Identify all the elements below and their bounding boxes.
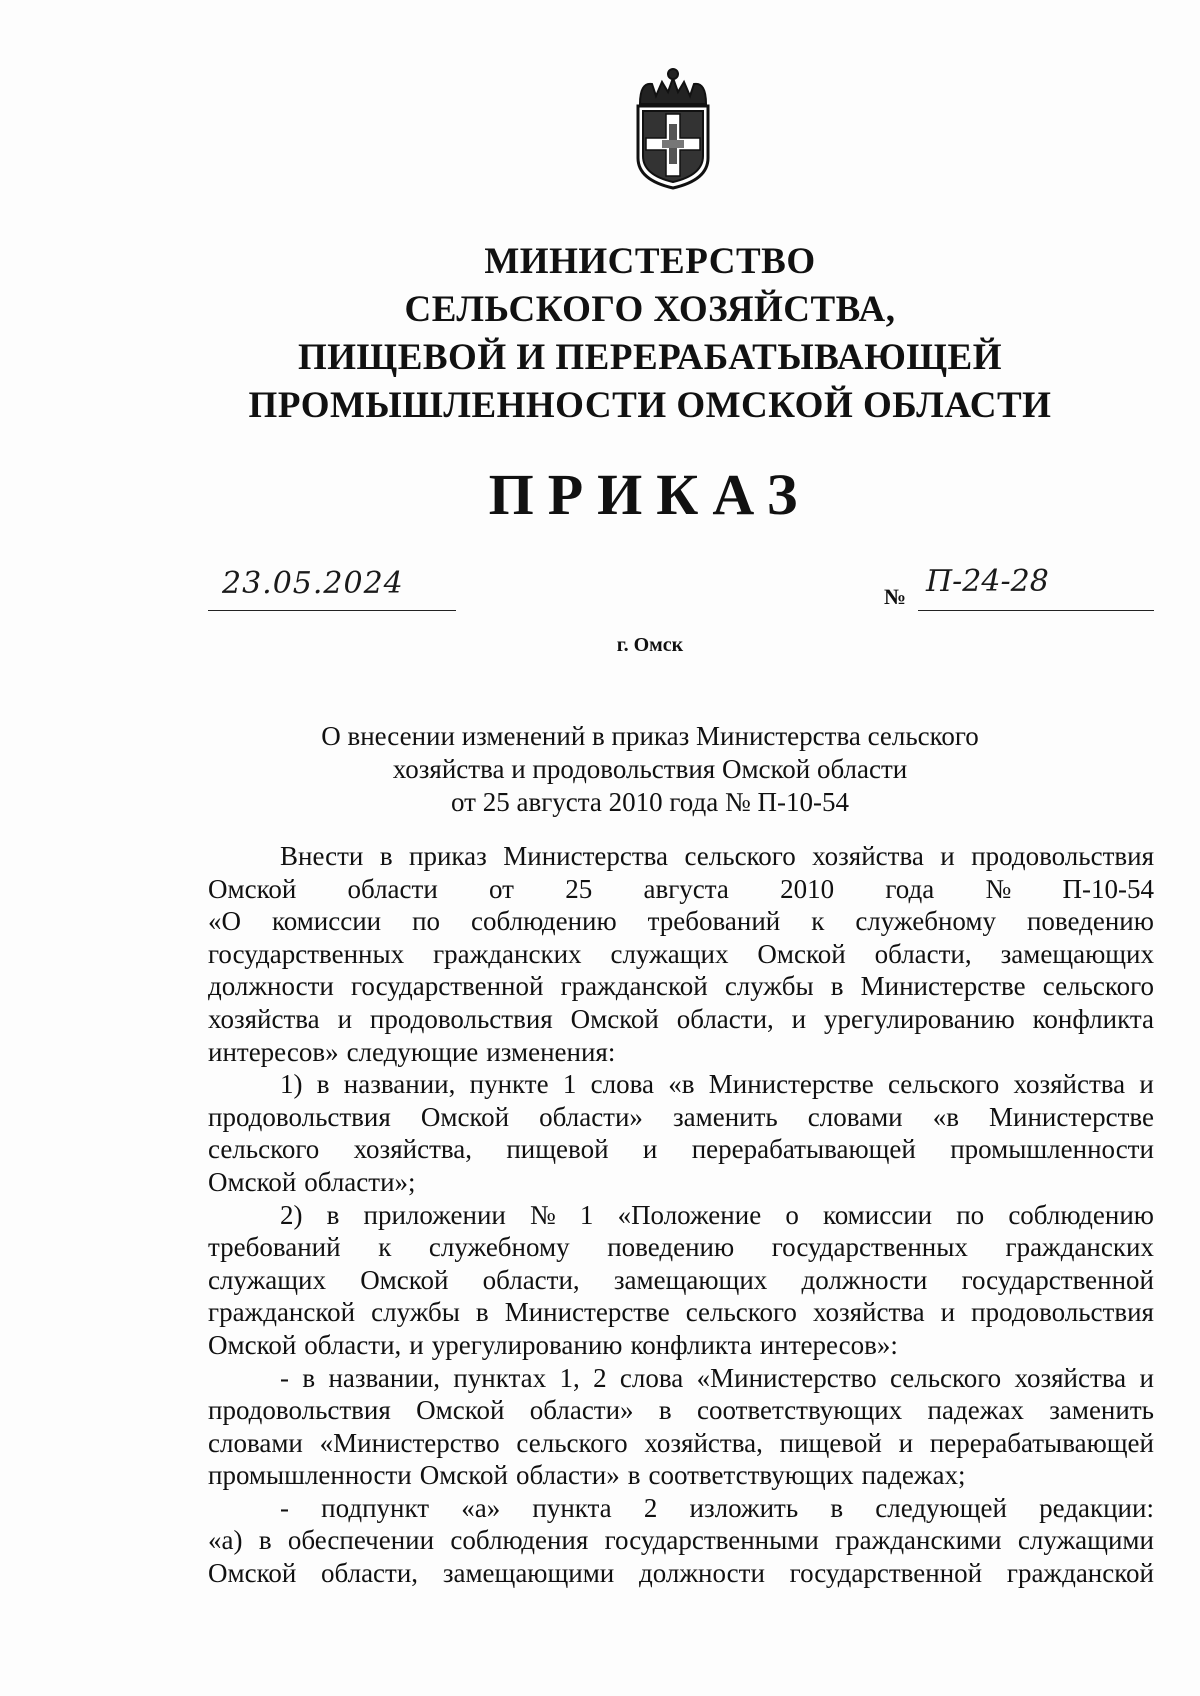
body-word: государственными <box>604 1525 819 1556</box>
body-word: соблюдению <box>471 906 617 937</box>
body-word: хозяйства, <box>644 1427 763 1458</box>
body-word: «Положение <box>617 1199 762 1230</box>
body-word: соответствующих <box>648 1460 854 1491</box>
body-line <box>208 1101 1154 1134</box>
body-word: гражданской <box>560 971 708 1002</box>
body-word: «в <box>932 1101 959 1132</box>
body-word: по <box>412 906 441 937</box>
body-word: по <box>956 1199 985 1230</box>
body-word: гражданских <box>433 938 582 969</box>
body-word: Омской <box>419 1460 508 1491</box>
body-word: области, <box>321 1558 419 1589</box>
body-word: хозяйства <box>1013 1069 1126 1100</box>
body-word: «О <box>208 906 241 937</box>
body-word: хозяйства <box>1014 1362 1127 1393</box>
body-word: в <box>258 1525 272 1556</box>
body-word: поведению <box>607 1232 735 1263</box>
body-word: изложить <box>689 1492 799 1523</box>
body-word: Омской <box>208 873 297 904</box>
body-line <box>208 1329 1154 1362</box>
body-word: гражданской <box>208 1297 356 1328</box>
body-word: пунктах <box>453 1362 547 1393</box>
body-word: области, <box>874 938 972 969</box>
body-word: области» <box>539 1101 643 1132</box>
document-type-title: ПРИКАЗ <box>488 462 812 527</box>
body-word: продовольствия <box>971 1297 1154 1328</box>
subject-line: от 25 августа 2010 года № П-10-54 <box>451 787 849 817</box>
body-word: 2010 <box>780 873 835 904</box>
body-word: к <box>378 1232 392 1263</box>
body-line <box>208 970 1154 1003</box>
body-word: изменения: <box>486 1036 616 1067</box>
body-word: сельского <box>685 1297 797 1328</box>
body-word: продовольствия <box>971 841 1154 871</box>
body-word: Министерства <box>503 841 669 871</box>
ministry-line: МИНИСТЕРСТВО <box>484 241 816 282</box>
body-word: службы <box>371 1297 460 1328</box>
body-word: служащими <box>1017 1525 1154 1556</box>
ministry-name <box>200 238 1100 430</box>
coat-of-arms-icon <box>632 62 714 190</box>
city-label: г. Омск <box>616 634 684 656</box>
body-word: Министерстве <box>504 1297 670 1328</box>
body-word: сельского <box>516 1427 628 1458</box>
body-word: обеспечении <box>287 1525 435 1556</box>
body-word: 25 <box>565 873 593 904</box>
body-line <box>208 840 1154 873</box>
body-word: и <box>898 1427 914 1458</box>
body-word: гражданскими <box>835 1525 1002 1556</box>
body-word: перерабатывающей <box>929 1427 1154 1458</box>
body-word: Министерстве <box>988 1101 1154 1132</box>
body-word: служебному <box>428 1232 570 1263</box>
body-word: сельского <box>889 1362 1002 1393</box>
body-word: сельского <box>887 1069 1000 1100</box>
body-word: «Министерство <box>696 1362 877 1393</box>
body-word: 2 <box>593 1362 607 1393</box>
subject-line: О внесении изменений в приказ Министерства сельского <box>321 721 979 751</box>
body-word: заменить <box>1049 1395 1154 1426</box>
body-word: хозяйства <box>812 841 924 871</box>
body-word: «а) <box>208 1525 243 1556</box>
body-word: требований <box>208 1232 341 1263</box>
body-word: гражданских <box>1005 1232 1154 1263</box>
document-subject <box>200 720 1100 819</box>
body-word: службы <box>724 971 814 1002</box>
body-word: в <box>658 1395 672 1426</box>
body-line <box>208 1231 1154 1264</box>
body-word: соответствующих <box>697 1395 903 1426</box>
body-word: Омской <box>208 1166 297 1197</box>
body-word: пищевой <box>779 1427 882 1458</box>
handwritten-date: 23.05.2024 <box>222 566 404 601</box>
body-word: пункта <box>532 1492 612 1523</box>
body-word: слова <box>590 1069 654 1100</box>
body-line <box>208 873 1154 906</box>
body-word: слова <box>619 1362 684 1393</box>
body-word: августа <box>643 873 729 904</box>
body-line <box>208 1459 1154 1492</box>
body-word: Министерстве <box>860 971 1026 1002</box>
body-word: области» <box>515 1460 620 1491</box>
body-word: «а» <box>461 1492 501 1523</box>
body-word: приказ <box>409 841 487 871</box>
body-word: области, <box>676 1003 774 1034</box>
body-word: № <box>985 873 1012 904</box>
body-word: служащих <box>610 938 729 969</box>
body-word: требований <box>647 906 781 937</box>
body-word: в <box>830 971 844 1002</box>
body-word: «Министерство <box>319 1427 500 1458</box>
body-word: интересов»: <box>759 1329 898 1360</box>
body-word: в <box>627 1460 641 1491</box>
body-word: Омской <box>360 1264 449 1295</box>
body-line <box>208 1492 1154 1525</box>
body-word: в <box>316 1069 330 1100</box>
body-word: «в <box>668 1069 695 1100</box>
body-word: 1) <box>280 1069 303 1100</box>
body-word: следующей <box>875 1492 1007 1523</box>
body-word: 1 <box>562 1069 577 1100</box>
body-word: и <box>409 1329 424 1360</box>
date-field <box>208 566 456 611</box>
body-word: в <box>830 1492 844 1523</box>
body-word: служебному <box>855 906 996 937</box>
body-word: конфликта <box>630 1329 752 1360</box>
body-line <box>208 1133 1154 1166</box>
body-word: пункте <box>469 1069 549 1100</box>
body-line <box>208 1166 1154 1199</box>
body-word: промышленности <box>950 1134 1154 1165</box>
body-word: промышленности <box>208 1460 412 1491</box>
body-word: сельского <box>684 841 796 871</box>
body-word: конфликта <box>1032 1003 1154 1034</box>
body-word: словами <box>208 1427 303 1458</box>
body-line <box>208 1264 1154 1297</box>
body-word: редакции: <box>1039 1492 1154 1523</box>
body-word: замещающими <box>442 1558 615 1589</box>
ministry-line: ПРОМЫШЛЕННОСТИ ОМСКОЙ ОБЛАСТИ <box>248 385 1052 426</box>
number-field <box>918 566 1154 611</box>
body-word: государственных <box>208 938 405 969</box>
body-line <box>208 1394 1154 1427</box>
body-line <box>208 1199 1154 1232</box>
body-word: поведению <box>1026 906 1154 937</box>
body-line <box>208 905 1154 938</box>
body-word: государственной <box>351 971 544 1002</box>
body-line <box>208 1427 1154 1460</box>
body-word: Омской <box>416 1395 505 1426</box>
body-word: 2 <box>643 1492 658 1523</box>
body-word: области, <box>304 1329 402 1360</box>
body-word: 2) <box>280 1199 303 1230</box>
body-word: Министерстве <box>708 1069 874 1100</box>
body-word: соблюдению <box>1008 1199 1154 1230</box>
ministry-line: СЕЛЬСКОГО ХОЗЯЙСТВА, <box>404 289 896 330</box>
body-word: следующие <box>346 1036 479 1067</box>
body-word: сельского <box>1042 971 1154 1002</box>
body-word: хозяйства, <box>353 1134 472 1165</box>
body-word: области»; <box>304 1166 416 1197</box>
body-word: замещающих <box>1000 938 1154 969</box>
body-word: государственной <box>789 1558 983 1589</box>
body-word: соблюдения <box>450 1525 589 1556</box>
body-word: - <box>280 1362 289 1393</box>
body-word: приложении <box>363 1199 506 1230</box>
body-word: Внести <box>280 841 364 871</box>
body-word: названии, <box>328 1362 441 1393</box>
body-word: падежах; <box>861 1460 966 1491</box>
body-word: пищевой <box>506 1134 609 1165</box>
body-word: года <box>885 873 935 904</box>
body-word: должности <box>801 1264 928 1295</box>
body-word: и <box>791 1003 807 1034</box>
body-line <box>208 1036 1154 1069</box>
number-sign: № <box>884 584 907 609</box>
body-word: Омской <box>570 1003 659 1034</box>
body-word: хозяйства <box>208 1003 320 1034</box>
body-word: - <box>280 1492 289 1523</box>
body-word: о <box>785 1199 799 1230</box>
body-word: в <box>475 1297 489 1328</box>
body-word: области» <box>529 1395 634 1426</box>
body-word: в <box>379 841 393 871</box>
body-line <box>208 1524 1154 1557</box>
subject-line: хозяйства и продовольствия Омской области <box>392 754 908 784</box>
body-word: продовольствия <box>208 1395 391 1426</box>
body-word: государственной <box>961 1264 1154 1295</box>
body-word: Омской <box>208 1329 297 1360</box>
body-word: сельского <box>208 1134 320 1165</box>
body-word: урегулированию <box>431 1329 623 1360</box>
body-word: урегулированию <box>824 1003 1015 1034</box>
body-word: 1, <box>559 1362 580 1393</box>
body-word: хозяйства <box>812 1297 925 1328</box>
body-word: и <box>940 841 955 871</box>
body-word: в <box>326 1199 340 1230</box>
body-word: Омской <box>757 938 846 969</box>
ministry-line: ПИЩЕВОЙ И ПЕРЕРАБАТЫВАЮЩЕЙ <box>298 337 1002 378</box>
body-word: продовольствия <box>369 1003 553 1034</box>
body-word: заменить <box>672 1101 778 1132</box>
body-word: Омской <box>420 1101 510 1132</box>
body-word: названии, <box>343 1069 456 1100</box>
body-word: 1 <box>579 1199 594 1230</box>
body-word: интересов» <box>208 1036 339 1067</box>
body-word: области, <box>482 1264 580 1295</box>
body-word: в <box>302 1362 316 1393</box>
body-word: замещающих <box>613 1264 768 1295</box>
body-word: должности <box>208 971 334 1002</box>
body-word: области <box>347 873 438 904</box>
body-word: гражданской <box>1006 1558 1154 1589</box>
body-word: продовольствия <box>208 1101 391 1132</box>
body-word: и <box>337 1003 353 1034</box>
body-line <box>208 1296 1154 1329</box>
body-word: П-10-54 <box>1062 873 1154 904</box>
body-line <box>208 1068 1154 1101</box>
body-word: от <box>489 873 514 904</box>
body-word: должности <box>639 1558 765 1589</box>
body-word: служащих <box>208 1264 326 1295</box>
body-line <box>208 938 1154 971</box>
body-word: комиссии <box>822 1199 933 1230</box>
body-word: и <box>940 1297 956 1328</box>
body-word: падежах <box>927 1395 1024 1426</box>
body-word: к <box>811 906 825 937</box>
handwritten-number: П-24-28 <box>926 564 1049 599</box>
document-body <box>208 840 1154 1590</box>
body-word: и <box>642 1134 658 1165</box>
body-word: подпункт <box>321 1492 430 1523</box>
body-word: и <box>1139 1362 1154 1393</box>
body-word: государственных <box>771 1232 968 1263</box>
body-word: № <box>530 1199 556 1230</box>
body-word: и <box>1139 1069 1154 1100</box>
body-word: перерабатывающей <box>691 1134 916 1165</box>
body-word: Омской <box>208 1558 297 1589</box>
body-word: комиссии <box>271 906 382 937</box>
body-word: словами <box>807 1101 903 1132</box>
body-line <box>208 1557 1154 1590</box>
body-line <box>208 1362 1154 1395</box>
body-line <box>208 1003 1154 1036</box>
